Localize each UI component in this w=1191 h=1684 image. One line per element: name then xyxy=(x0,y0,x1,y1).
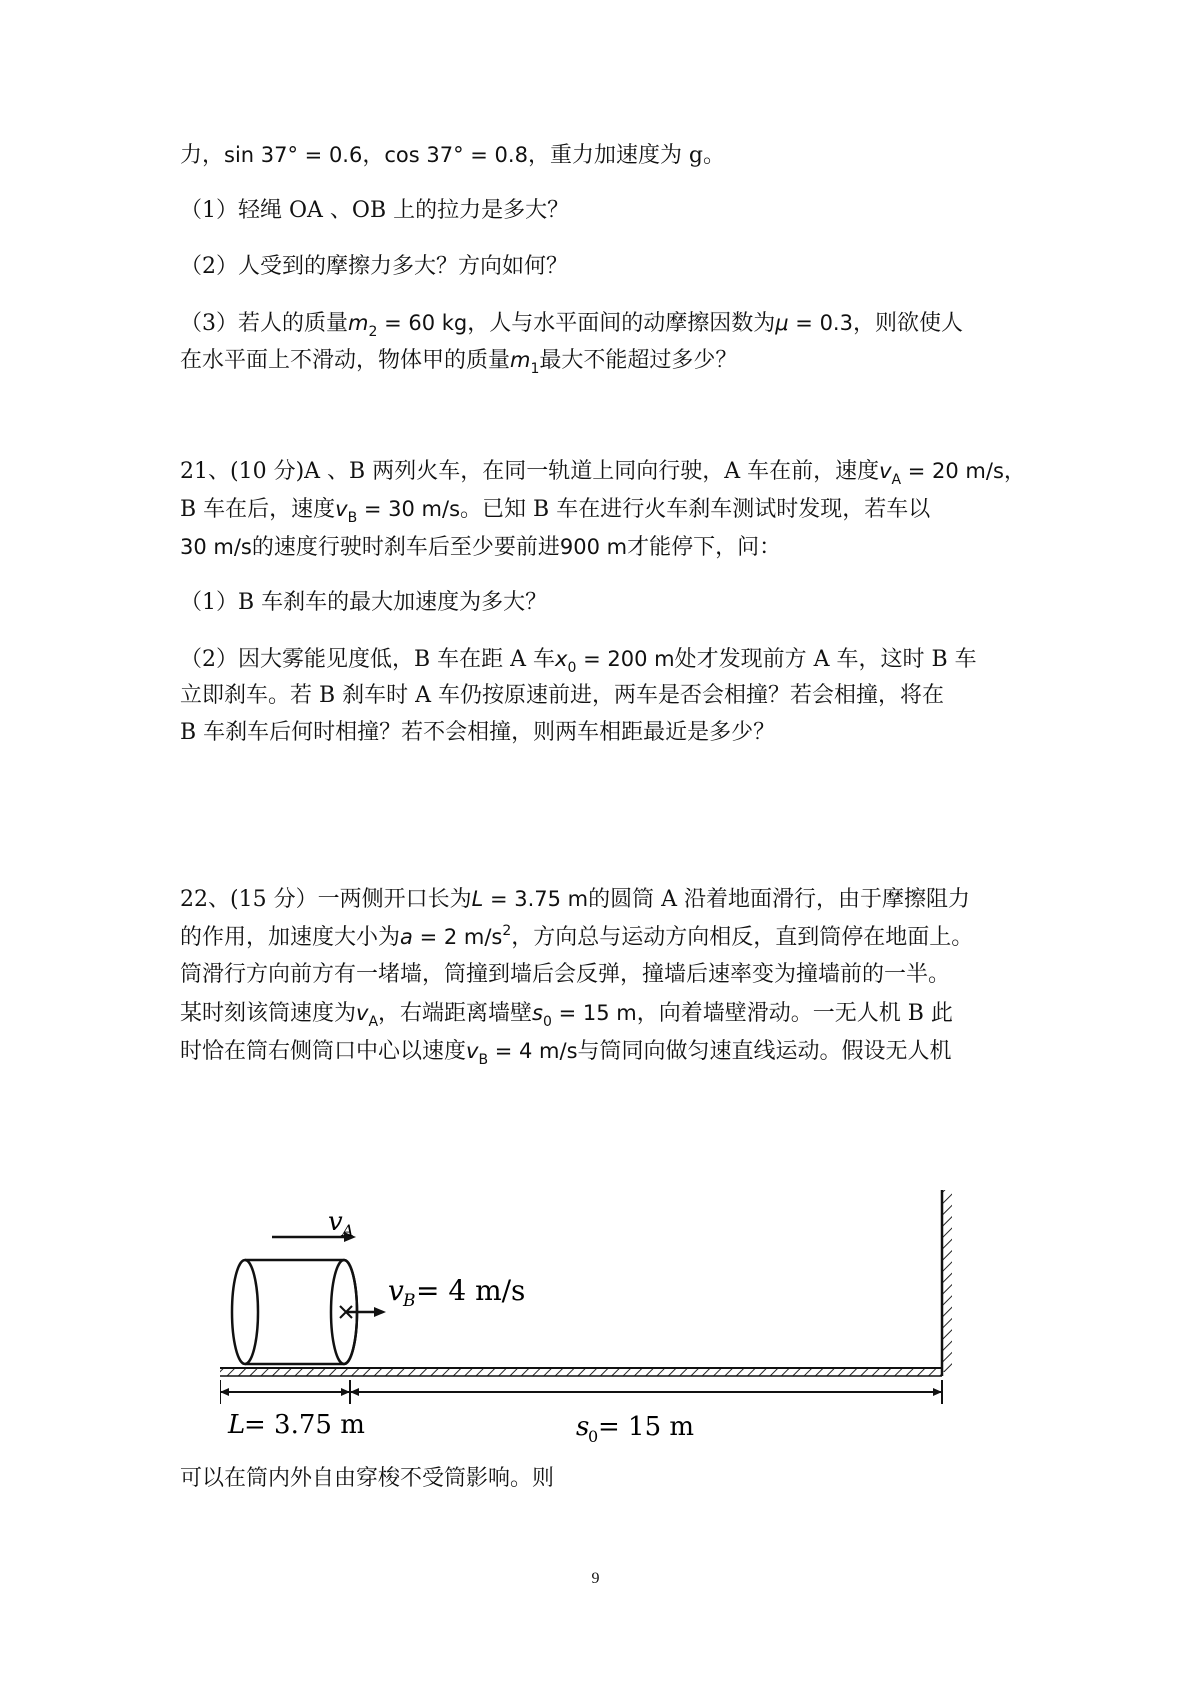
text: 的速度行驶时刹车后至少要前进 xyxy=(251,535,560,560)
question-21-part-2-line-3 xyxy=(180,718,1020,748)
question-20-part-3-line-2 xyxy=(180,345,1020,378)
math-value: = 2 m/s xyxy=(412,925,503,949)
subscript: A xyxy=(368,1014,379,1030)
drone-B-marker xyxy=(340,1306,386,1318)
question-21-line-3 xyxy=(180,532,1020,563)
text: （1）轻绳 OA 、OB 上的拉力是多大？ xyxy=(180,198,570,223)
question-20-part-3-line-1 xyxy=(180,308,1020,341)
text: 才能停下，问： xyxy=(627,535,782,560)
math-vB: v xyxy=(466,1039,479,1063)
math-value: = 200 m xyxy=(576,647,675,671)
text: ，重力加速度为 g。 xyxy=(527,143,726,168)
math-value: = 30 m/s xyxy=(357,497,461,521)
L-label: L xyxy=(228,1410,246,1440)
subscript: 0 xyxy=(567,660,577,676)
math-value: = 15 m xyxy=(551,1001,637,1025)
subscript: 2 xyxy=(368,324,378,340)
text-line-gravity xyxy=(180,140,1020,171)
text: 22、(15 分）一两侧开口长为 xyxy=(180,887,472,912)
text: ， xyxy=(1003,459,1026,484)
text: （2）人受到的摩擦力多大？方向如何？ xyxy=(180,254,568,279)
question-20-part-1 xyxy=(180,196,1020,226)
text: 的圆筒 A 沿着地面滑行，由于摩擦阻力 xyxy=(588,887,971,912)
s0-label: s xyxy=(576,1412,590,1442)
math-L: L xyxy=(471,887,484,911)
math-vA: v xyxy=(879,459,892,483)
question-21-part-2-line-1 xyxy=(180,644,1020,677)
text: 最大不能超过多少？ xyxy=(539,348,738,373)
question-21-part-2-line-2 xyxy=(180,681,1020,711)
text: 时恰在筒右侧筒口中心以速度 xyxy=(180,1039,467,1064)
s0-subscript: 0 xyxy=(588,1427,599,1446)
question-21-line-2 xyxy=(180,494,1020,527)
cylinder-A xyxy=(232,1260,357,1364)
L-value: = 3.75 m xyxy=(244,1410,365,1440)
subscript: 1 xyxy=(530,361,540,377)
text: ， xyxy=(362,143,385,168)
dimension-L xyxy=(220,1380,350,1404)
math-mu: μ xyxy=(775,311,789,335)
text: （3）若人的质量 xyxy=(180,311,348,336)
question-22-line-6 xyxy=(180,1464,1020,1494)
vA-subscript: A xyxy=(342,1221,354,1240)
question-21-part-1 xyxy=(180,588,1020,618)
s0-value: = 15 m xyxy=(598,1412,695,1442)
question-21-line-1 xyxy=(180,456,1026,489)
math-value: = 3.75 m xyxy=(483,887,589,911)
math-value: = 4 m/s xyxy=(488,1039,578,1063)
math-vA: v xyxy=(356,1001,369,1025)
text: B 车在后，速度 xyxy=(180,497,336,522)
vB-subscript: B xyxy=(403,1291,416,1311)
text: 21、(10 分)A 、B 两列火车，在同一轨道上同向行驶，A 车在前，速度 xyxy=(180,459,880,484)
subscript: B xyxy=(478,1052,489,1068)
subscript: 0 xyxy=(543,1014,552,1030)
math-x0: x xyxy=(555,647,568,671)
math-vB: v xyxy=(335,497,348,521)
math-value: 900 m xyxy=(559,535,628,559)
math-value: 30 m/s xyxy=(180,535,252,559)
text: ，方向总与运动方向相反，直到筒停在地面上。 xyxy=(511,925,974,950)
text: ，右端距离墙壁 xyxy=(378,1001,533,1026)
text: ，则欲使人 xyxy=(852,311,963,336)
question-22-line-3 xyxy=(180,960,1020,990)
math-cos: cos 37° = 0.8 xyxy=(384,143,528,167)
text: 。已知 B 车在进行火车刹车测试时发现，若车以 xyxy=(460,497,931,522)
cylinder-wall-diagram xyxy=(220,1190,1020,1455)
text: （2）因大雾能见度低，B 车在距 A 车 xyxy=(180,647,556,672)
math-a: a xyxy=(400,925,413,949)
text: 处才发现前方 A 车，这时 B 车 xyxy=(674,647,977,672)
subscript: B xyxy=(347,510,358,526)
question-22-line-1 xyxy=(180,884,1020,915)
superscript: 2 xyxy=(502,923,512,939)
math-value: = 20 m/s xyxy=(901,459,1004,483)
dimension-s0 xyxy=(350,1380,942,1404)
question-22-line-2 xyxy=(180,922,1020,955)
math-sin: sin 37° = 0.6 xyxy=(224,143,363,167)
text: 力， xyxy=(180,143,225,168)
text: 在水平面上不滑动，物体甲的质量 xyxy=(180,348,511,373)
text: 可以在筒内外自由穿梭不受筒影响。则 xyxy=(180,1466,555,1491)
vB-label: v xyxy=(388,1274,404,1307)
text: 立即刹车。若 B 刹车时 A 车仍按原速前进，两车是否会相撞？若会相撞，将在 xyxy=(180,683,945,708)
text: 与筒同向做匀速直线运动。假设无人机 xyxy=(577,1039,952,1064)
vA-label: v xyxy=(328,1207,343,1237)
question-22-line-5 xyxy=(180,1036,1020,1069)
math-m2: m xyxy=(348,311,369,335)
page-number: 9 xyxy=(591,1570,600,1587)
text: 的作用，加速度大小为 xyxy=(180,925,401,950)
text: （1）B 车刹车的最大加速度为多大？ xyxy=(180,590,548,615)
math-s0: s xyxy=(532,1001,543,1025)
text: ，向着墙壁滑动。一无人机 B 此 xyxy=(636,1001,953,1026)
math-value: = 60 kg xyxy=(377,311,468,335)
vB-value: = 4 m/s xyxy=(416,1274,526,1307)
wall xyxy=(942,1190,952,1376)
text: 某时刻该筒速度为 xyxy=(180,1001,357,1026)
math-m1: m xyxy=(510,348,531,372)
text: 筒滑行方向前方有一堵墙，筒撞到墙后会反弹，撞墙后速率变为撞墙前的一半。 xyxy=(180,962,951,987)
subscript: A xyxy=(891,472,902,488)
ground xyxy=(220,1368,942,1376)
text: ，人与水平面间的动摩擦因数为 xyxy=(467,311,776,336)
math-value: = 0.3 xyxy=(788,311,853,335)
text: B 车刹车后何时相撞？若不会相撞，则两车相距最近是多少？ xyxy=(180,720,776,745)
question-22-line-4 xyxy=(180,998,1020,1031)
question-20-part-2 xyxy=(180,252,1020,282)
